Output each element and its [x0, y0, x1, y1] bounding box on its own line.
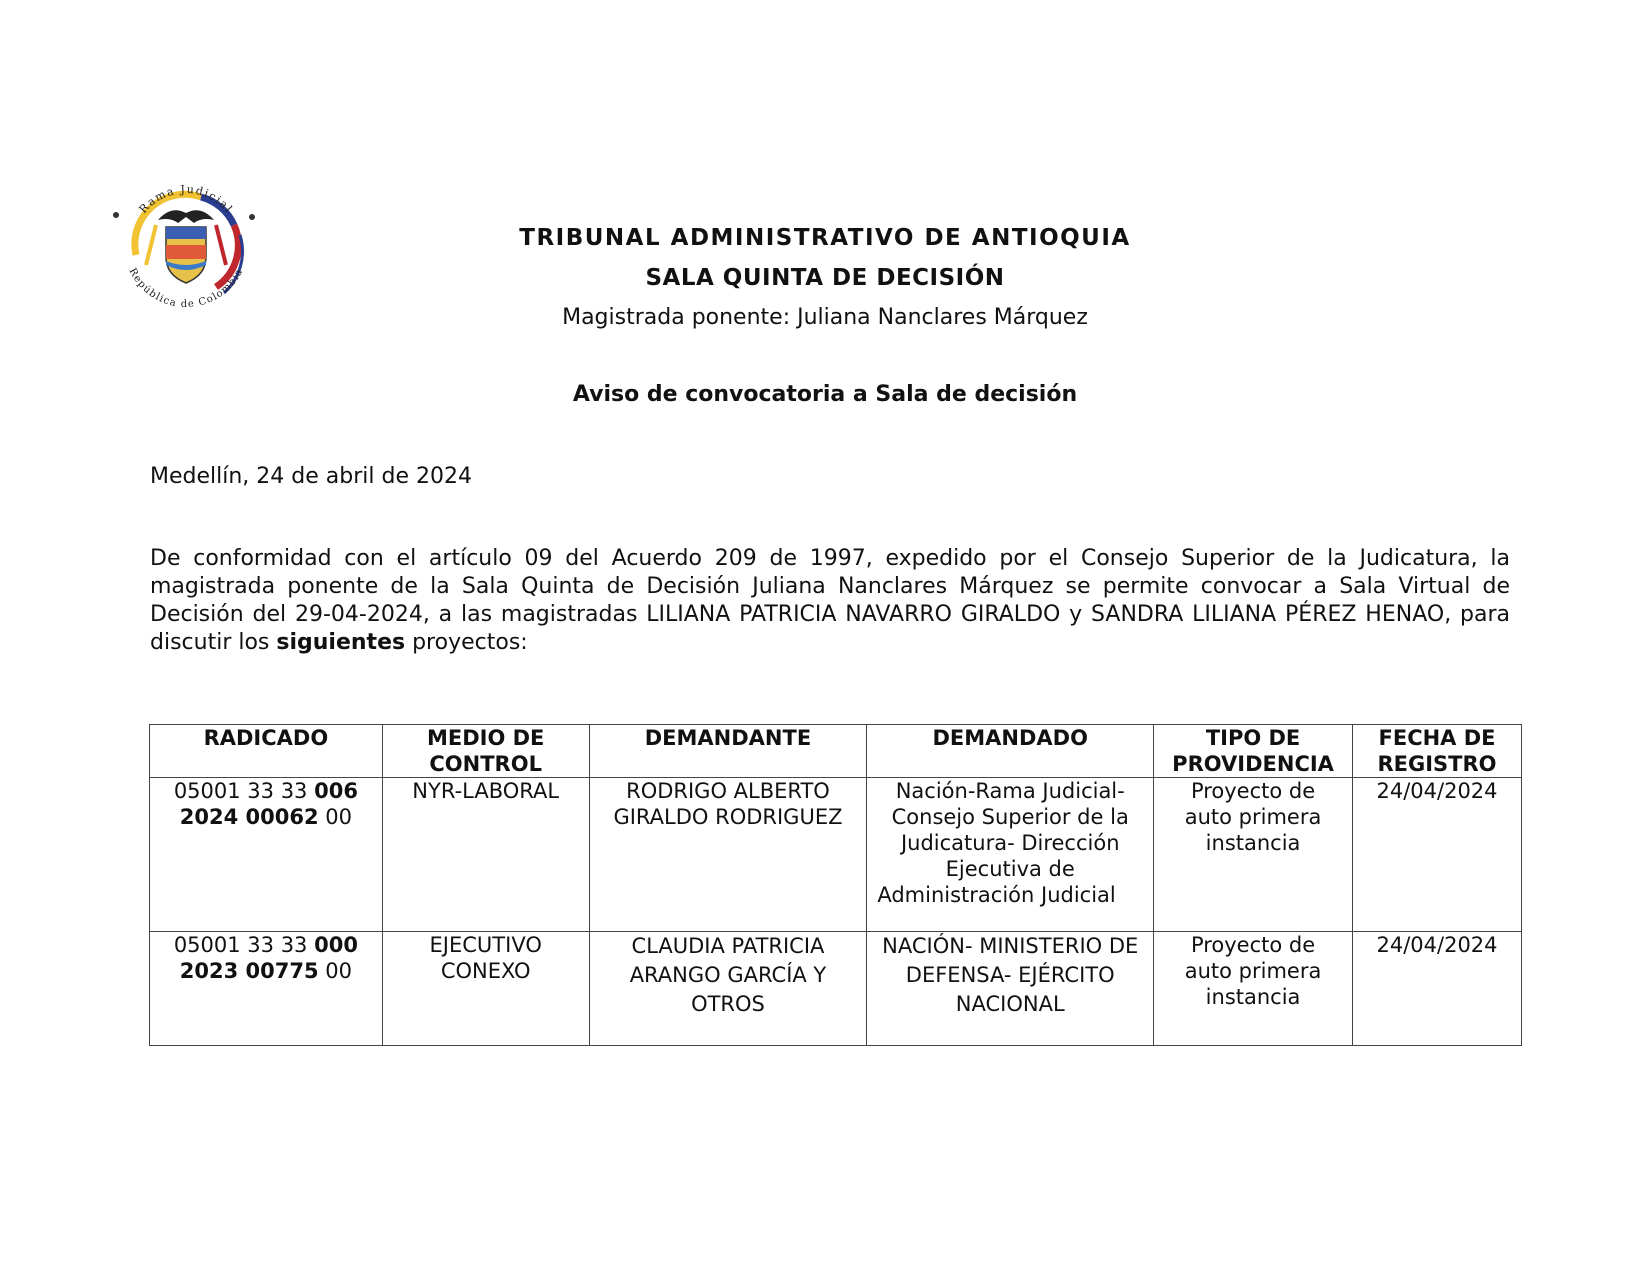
cell-radicado [150, 778, 383, 932]
radicado-numero: 2023 00775 [179, 959, 319, 983]
document-header [300, 218, 1350, 338]
radicado-juzgado: 000 [314, 933, 358, 957]
table-row [150, 932, 1522, 1046]
radicado-numero: 2024 00062 [179, 805, 319, 829]
intro-bold: siguientes [276, 630, 406, 655]
radicado-prefix: 05001 33 33 [173, 779, 308, 803]
cell-tipo: Proyecto de auto primera instancia [1154, 778, 1353, 932]
header-fecha-de-registro: FECHA DE REGISTRO [1353, 725, 1522, 778]
table-header-row [150, 725, 1522, 778]
radicado-juzgado: 006 [314, 779, 358, 803]
cell-medio: EJECUTIVO CONEXO [382, 932, 589, 1046]
cell-fecha: 24/04/2024 [1353, 932, 1522, 1046]
tribunal-title: TRIBUNAL ADMINISTRATIVO DE ANTIOQUIA [519, 225, 1131, 251]
cell-demandante: RODRIGO ALBERTO GIRALDO RODRIGUEZ [589, 778, 867, 932]
intro-tail: proyectos: [412, 630, 528, 655]
header-tipo-de-providencia: TIPO DE PROVIDENCIA [1154, 725, 1353, 778]
intro-text: De conformidad con el artículo 09 del Acuerdo 209 de 1997, expedido por el Consejo Superior de la Judicatura, la magistrada ponente de la Sala Quinta de Decisión Juliana Nanclares Márquez se permite convocar a Sala Virtual de Decisión del 29-04-2024, a las magistradas LILIANA PATRICIA NAVARRO GIRALDO y SANDRA LILIANA PÉREZ HENAO, para discutir los [150, 546, 1510, 655]
cell-demandado: Nación-Rama Judicial-Consejo Superior de la Judicatura- Dirección Ejecutiva de Administración Judicial [867, 778, 1154, 932]
cell-demandado: NACIÓN- MINISTERIO DE DEFENSA- EJÉRCITO NACIONAL [867, 932, 1154, 1046]
cell-fecha: 24/04/2024 [1353, 778, 1522, 932]
cell-demandante: CLAUDIA PATRICIA ARANGO GARCÍA Y OTROS [589, 932, 867, 1046]
radicado-suffix: 00 [325, 959, 353, 983]
cell-medio: NYR-LABORAL [382, 778, 589, 932]
logo-bottom-text: República de Colombia [126, 266, 246, 311]
cell-radicado [150, 932, 383, 1046]
radicado-prefix: 05001 33 33 [173, 933, 308, 957]
document-date: Medellín, 24 de abril de 2024 [150, 464, 472, 489]
intro-paragraph [150, 545, 1510, 657]
cell-tipo: Proyecto de auto primera instancia [1154, 932, 1353, 1046]
projects-table [149, 724, 1522, 1046]
table-row [150, 778, 1522, 932]
seal-icon [106, 165, 266, 325]
sala-title: SALA QUINTA DE DECISIÓN [645, 265, 1005, 291]
aviso-title: Aviso de convocatoria a Sala de decisión [572, 382, 1078, 407]
header-radicado: RADICADO [150, 725, 383, 778]
radicado-suffix: 00 [325, 805, 353, 829]
magistrada-ponente: Magistrada ponente: Juliana Nanclares Márquez [562, 305, 1088, 330]
logo-top-text: Rama Judicial [136, 182, 236, 216]
header-demandante: DEMANDANTE [589, 725, 867, 778]
rama-judicial-logo [106, 165, 266, 325]
header-medio-de-control: MEDIO DE CONTROL [382, 725, 589, 778]
header-demandado: DEMANDADO [867, 725, 1154, 778]
